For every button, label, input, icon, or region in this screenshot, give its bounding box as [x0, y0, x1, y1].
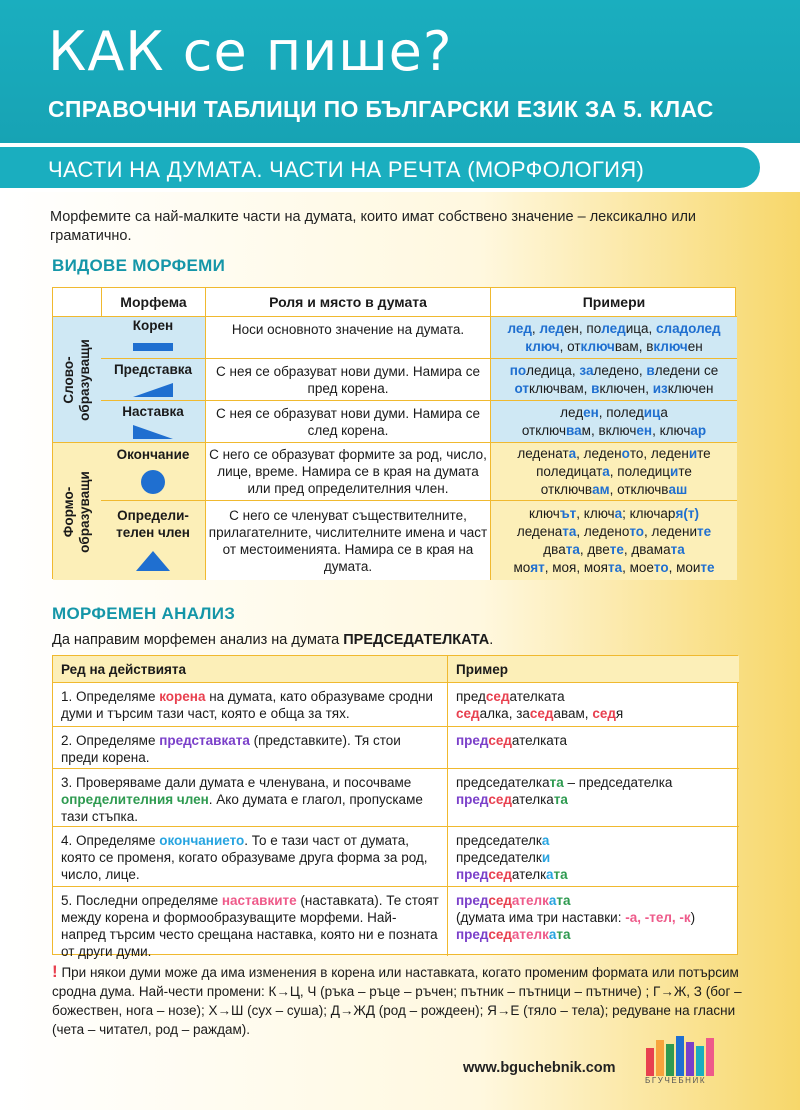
section-title: ЧАСТИ НА ДУМАТА. ЧАСТИ НА РЕЧТА (МОРФОЛОГИЯ)	[48, 157, 645, 182]
analysis-header-row	[53, 656, 739, 682]
morpheme-name-root: Корен	[132, 318, 174, 333]
analysis-step-3: 3. Проверяваме дали думата е членувана, и посочваме определителния член. Ако думата е глагол, пропускаме тази стъпка.	[61, 775, 423, 824]
table-row	[53, 886, 739, 959]
note-body: При някои думи може да има изменения в корена или наставката, когато променим формата или потърсим сродна дума. Най-чести промени: К→Ц, Ч (ръка – ръце – ръчен; пътник – пътници – пътниче) ; Г→Ж, З (бог – божествен, нога – нозе); Х→Ш (сух – суша); Д→ЖД (род – рождеен); Я→Е (тяло – тела); редуване на гласни (чета – читател, род – раждам).	[52, 965, 742, 1037]
analysis-example-2: председателката	[447, 727, 739, 768]
morpheme-name-prefix: Представка	[113, 362, 193, 377]
heading-morpheme-analysis: МОРФЕМЕН АНАЛИЗ	[52, 604, 236, 623]
col-header-role: Роля и място в думата	[269, 293, 427, 310]
heading-morpheme-types: ВИДОВЕ МОРФЕМИ	[52, 256, 226, 275]
table-row	[101, 358, 737, 400]
section-band-fill	[0, 147, 760, 188]
table-row	[53, 826, 739, 886]
intro-text: Морфемите са най-малките части на думата, които имат собствено значение – лексикално или граматично.	[50, 209, 697, 244]
col-header-example: Пример	[447, 656, 739, 682]
analysis-example-3: председателката – председателка председателката	[447, 769, 739, 826]
analysis-lead-end: .	[489, 632, 494, 648]
analysis-table	[52, 655, 738, 959]
table-row	[53, 768, 739, 826]
morpheme-name-suffix: Наставка	[122, 404, 184, 419]
analysis-lead-word: ПРЕДСЕДАТЕЛКАТА	[343, 632, 490, 648]
table-row	[53, 726, 739, 768]
table-row	[101, 400, 737, 442]
morpheme-name-ending: Окончание	[116, 447, 190, 462]
table-header-row	[53, 288, 737, 316]
section-band	[0, 143, 800, 192]
table-row	[101, 316, 737, 358]
analysis-step-2: 2. Определяме представката (представките). Тя стои преди корена.	[61, 733, 401, 765]
examples-root: лед, леден, поледица, сладолед ключ, отключвам, включен	[490, 317, 737, 358]
table-row	[101, 442, 737, 500]
circle-icon	[140, 469, 166, 495]
logo-text: БГУЧЕБНИК	[645, 1076, 707, 1085]
morpheme-role-prefix: С нея се образуват нови думи. Намира се пред корена.	[216, 363, 480, 396]
table-row	[101, 500, 737, 580]
examples-ending: ледената, леденото, ледените поледицата, поледиците отключвам, отключваш	[490, 443, 737, 500]
page-title: КАК се пише?	[48, 20, 453, 83]
morpheme-name-article: Определи- телен член	[116, 507, 190, 540]
examples-article: ключът, ключа; ключаря(т) ледената, леденото, ледените двата, двете, двамата моят, моя, моята, моето, моите	[490, 501, 737, 580]
group-label-form-forming	[53, 442, 101, 580]
morpheme-role-suffix: С нея се образуват нови думи. Намира се след корена.	[216, 405, 480, 438]
note-text	[52, 962, 752, 1039]
analysis-example-5: председателката (думата има три наставки: -а, -тел, -к) председателката	[447, 887, 739, 956]
morpheme-role-ending: С него се образуват формите за род, число, лице, време. Намира се в края на думата или пред определителния член.	[209, 447, 487, 496]
col-header-steps: Ред на действията	[61, 662, 187, 677]
analysis-step-4: 4. Определяме окончанието. То е тази част от думата, която се променя, когато образуваме друга форма за род, число, лице.	[61, 833, 428, 882]
wedge-down-icon	[133, 425, 173, 439]
examples-suffix: леден, поледица отключвам, включен, ключар	[490, 401, 737, 442]
morpheme-role-article: С него се членуват съществителните, прилагателните, числителните имена и част от местоименията. Намира се в края на думата.	[208, 507, 488, 574]
analysis-lead-text: Да направим морфемен анализ на думата	[52, 632, 344, 648]
analysis-step-1: 1. Определяме корена на думата, като образуваме сродни думи и търсим тази част, която е обща за тях.	[61, 689, 433, 721]
morpheme-role-root: Носи основното значение на думата.	[231, 322, 465, 337]
analysis-step-5: 5. Последни определяме наставките (наставката). Те стоят между корена и формообразуващите морфеми. Най-напред търсим често срещана наставка, която ни е позната от други думи.	[61, 893, 439, 959]
morpheme-table	[52, 287, 736, 579]
group-label-word-forming	[53, 316, 101, 442]
table-row	[53, 682, 739, 726]
wedge-up-icon	[133, 383, 173, 397]
analysis-example-4: председателка председателки председателката	[447, 827, 739, 886]
group-form-forming-text: Формо- образуващи	[61, 470, 92, 553]
website-link[interactable]: www.bguchebnik.com	[463, 1060, 616, 1076]
header-band	[0, 0, 800, 143]
page-subtitle: СПРАВОЧНИ ТАБЛИЦИ ПО БЪЛГАРСКИ ЕЗИК ЗА 5. КЛАС	[48, 96, 714, 122]
col-header-examples: Примери	[582, 293, 646, 310]
triangle-icon	[136, 549, 170, 571]
col-header-morpheme: Морфема	[120, 293, 187, 310]
analysis-example-1: председателката седалка, заседавам, седя	[447, 683, 739, 726]
group-word-forming-text: Слово- образуващи	[61, 338, 92, 421]
examples-prefix: поледица, заледено, вледени се отключвам, включен, изключен	[490, 359, 737, 400]
rectangle-icon	[133, 343, 173, 353]
analysis-lead	[52, 632, 493, 648]
warning-icon: !	[52, 962, 58, 981]
